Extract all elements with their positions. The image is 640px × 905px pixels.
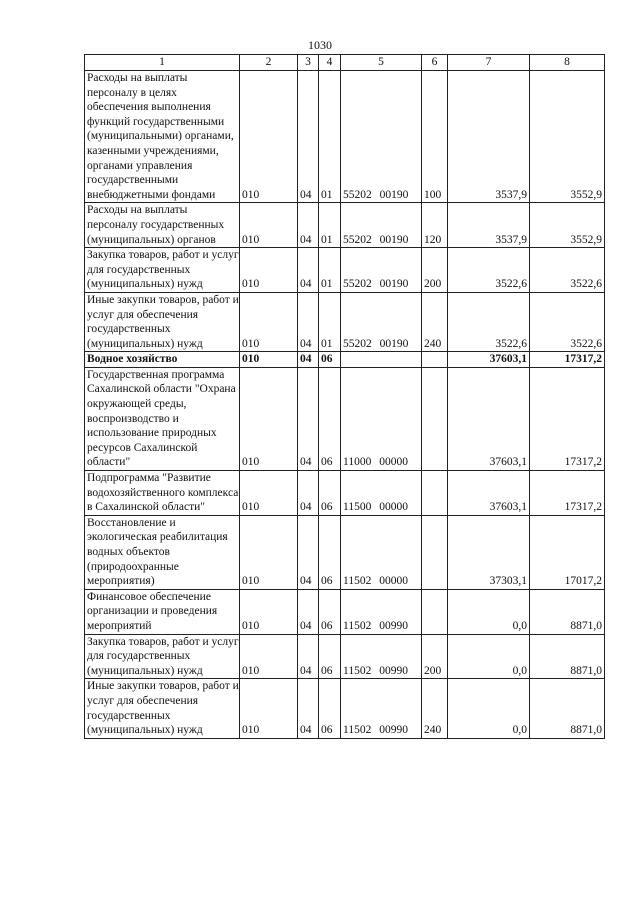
table-row <box>85 248 605 293</box>
row-name: Иные закупки товаров, работ и услуг для обеспечения государственных (муниципальных) нужд <box>85 292 240 351</box>
row-csr: 11000 00000 <box>341 367 422 470</box>
row-sum-col8: 17317,2 <box>530 352 605 368</box>
row-rz: 04 <box>298 589 319 634</box>
row-sum-col8: 17317,2 <box>530 367 605 470</box>
row-pr: 06 <box>319 679 341 738</box>
header-col-2: 2 <box>240 55 298 71</box>
row-pr: 01 <box>319 292 341 351</box>
header-col-3: 3 <box>298 55 319 71</box>
row-name: Закупка товаров, работ и услуг для государственных (муниципальных) нужд <box>85 634 240 679</box>
row-pr: 06 <box>319 367 341 470</box>
row-sum-col8: 8871,0 <box>530 634 605 679</box>
row-pr: 06 <box>319 634 341 679</box>
row-ved: 010 <box>240 515 298 589</box>
row-sum-col7: 0,0 <box>448 679 530 738</box>
row-vr: 120 <box>422 203 448 248</box>
table-row <box>85 589 605 634</box>
row-sum-col8: 8871,0 <box>530 589 605 634</box>
row-vr: 240 <box>422 292 448 351</box>
header-col-4: 4 <box>319 55 341 71</box>
row-vr <box>422 352 448 368</box>
row-name: Финансовое обеспечение организации и проведения мероприятий <box>85 589 240 634</box>
row-name: Расходы на выплаты персоналу в целях обеспечения выполнения функций государственными (муниципальными) органами, казенными учреждениями, органами управления государственными внебюджетными фондами <box>85 71 240 203</box>
row-pr: 06 <box>319 352 341 368</box>
row-pr: 06 <box>319 589 341 634</box>
row-csr: 11500 00000 <box>341 471 422 516</box>
row-pr: 01 <box>319 203 341 248</box>
row-vr: 200 <box>422 248 448 293</box>
row-name: Подпрограмма "Развитие водохозяйственного комплекса в Сахалинской области" <box>85 471 240 516</box>
row-ved: 010 <box>240 634 298 679</box>
table-row <box>85 203 605 248</box>
row-pr: 01 <box>319 248 341 293</box>
row-csr: 55202 00190 <box>341 71 422 203</box>
header-col-8: 8 <box>530 55 605 71</box>
row-rz: 04 <box>298 352 319 368</box>
row-sum-col8: 3522,6 <box>530 292 605 351</box>
row-sum-col7: 37603,1 <box>448 352 530 368</box>
row-rz: 04 <box>298 203 319 248</box>
row-ved: 010 <box>240 367 298 470</box>
row-rz: 04 <box>298 292 319 351</box>
row-name: Закупка товаров, работ и услуг для государственных (муниципальных) нужд <box>85 248 240 293</box>
header-col-6: 6 <box>422 55 448 71</box>
table-row <box>85 471 605 516</box>
header-col-7: 7 <box>448 55 530 71</box>
row-csr <box>341 352 422 368</box>
row-sum-col8: 3522,6 <box>530 248 605 293</box>
row-rz: 04 <box>298 471 319 516</box>
row-sum-col8: 3552,9 <box>530 71 605 203</box>
row-rz: 04 <box>298 515 319 589</box>
row-vr <box>422 589 448 634</box>
header-row <box>85 55 605 71</box>
table-row <box>85 515 605 589</box>
row-sum-col7: 3522,6 <box>448 248 530 293</box>
row-sum-col7: 37603,1 <box>448 471 530 516</box>
row-csr: 55202 00190 <box>341 248 422 293</box>
table-row <box>85 367 605 470</box>
row-ved: 010 <box>240 352 298 368</box>
row-sum-col7: 37603,1 <box>448 367 530 470</box>
row-csr: 11502 00990 <box>341 679 422 738</box>
header-col-5: 5 <box>341 55 422 71</box>
row-ved: 010 <box>240 471 298 516</box>
row-pr: 01 <box>319 71 341 203</box>
row-rz: 04 <box>298 248 319 293</box>
row-pr: 06 <box>319 471 341 516</box>
row-sum-col7: 0,0 <box>448 589 530 634</box>
row-rz: 04 <box>298 367 319 470</box>
row-name: Расходы на выплаты персоналу государственных (муниципальных) органов <box>85 203 240 248</box>
row-ved: 010 <box>240 589 298 634</box>
row-vr <box>422 471 448 516</box>
row-vr: 100 <box>422 71 448 203</box>
row-vr: 240 <box>422 679 448 738</box>
row-rz: 04 <box>298 634 319 679</box>
row-csr: 11502 00990 <box>341 589 422 634</box>
row-sum-col8: 17317,2 <box>530 471 605 516</box>
row-name: Государственная программа Сахалинской области "Охрана окружающей среды, воспроизводство и использование природных ресурсов Сахалинской области" <box>85 367 240 470</box>
row-vr <box>422 515 448 589</box>
header-col-1: 1 <box>85 55 240 71</box>
row-name: Иные закупки товаров, работ и услуг для обеспечения государственных (муниципальных) нужд <box>85 679 240 738</box>
row-vr: 200 <box>422 634 448 679</box>
row-sum-col8: 17017,2 <box>530 515 605 589</box>
row-ved: 010 <box>240 71 298 203</box>
row-name: Восстановление и экологическая реабилитация водных объектов (природоохранные мероприятия) <box>85 515 240 589</box>
row-csr: 55202 00190 <box>341 203 422 248</box>
table-row <box>85 292 605 351</box>
budget-table <box>84 54 605 739</box>
row-vr <box>422 367 448 470</box>
row-rz: 04 <box>298 679 319 738</box>
row-ved: 010 <box>240 679 298 738</box>
row-ved: 010 <box>240 203 298 248</box>
table-row <box>85 71 605 203</box>
table-row <box>85 679 605 738</box>
row-csr: 55202 00190 <box>341 292 422 351</box>
row-sum-col8: 8871,0 <box>530 679 605 738</box>
row-ved: 010 <box>240 292 298 351</box>
row-csr: 11502 00000 <box>341 515 422 589</box>
table-row <box>85 352 605 368</box>
row-sum-col7: 3537,9 <box>448 71 530 203</box>
table-row <box>85 634 605 679</box>
row-name: Водное хозяйство <box>85 352 240 368</box>
row-sum-col7: 0,0 <box>448 634 530 679</box>
row-ved: 010 <box>240 248 298 293</box>
row-rz: 04 <box>298 71 319 203</box>
row-sum-col8: 3552,9 <box>530 203 605 248</box>
row-sum-col7: 3537,9 <box>448 203 530 248</box>
row-pr: 06 <box>319 515 341 589</box>
row-sum-col7: 3522,6 <box>448 292 530 351</box>
row-csr: 11502 00990 <box>341 634 422 679</box>
row-sum-col7: 37303,1 <box>448 515 530 589</box>
page-number: 1030 <box>308 38 332 52</box>
